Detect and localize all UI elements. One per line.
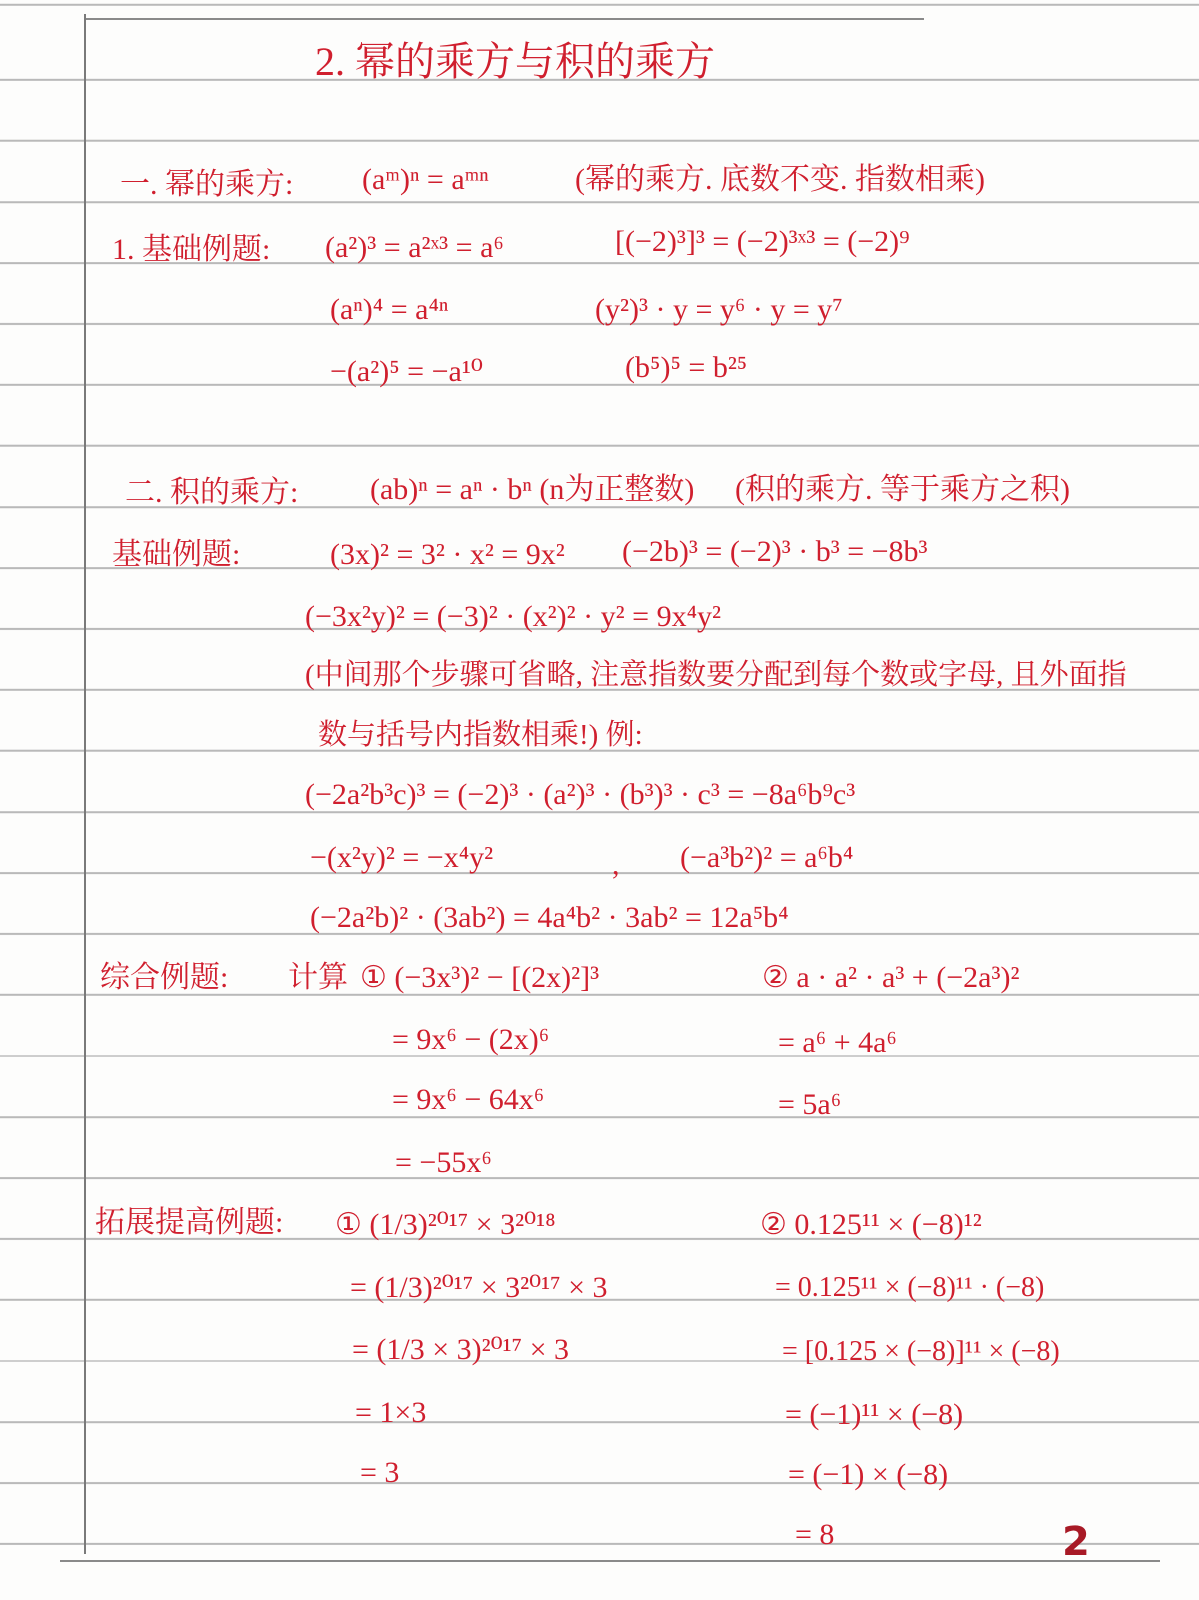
- section1-example-5: −(a²)⁵ = −a¹⁰: [330, 355, 483, 388]
- section2-more-example-4: (−2a²b)² · (3ab²) = 4a⁴b² · 3ab² = 12a⁵b⁴: [310, 901, 789, 934]
- extended-p1-line1: ① (1/3)²⁰¹⁷ × 3²⁰¹⁸: [335, 1208, 556, 1241]
- top-rule: [84, 18, 924, 20]
- section2-more-example-2: −(x²y)² = −x⁴y²: [310, 841, 494, 874]
- section2-example-3: (−3x²y)² = (−3)² · (x²)² · y² = 9x⁴y²: [305, 600, 722, 633]
- page-number: 2: [1062, 1519, 1090, 1565]
- extended-label: 拓展提高例题:: [95, 1206, 284, 1239]
- comprehensive-calc: 计算: [288, 961, 348, 994]
- section1-example-2: [(−2)³]³ = (−2)³ˣ³ = (−2)⁹: [615, 225, 910, 258]
- section2-more-example-separator: ,: [612, 848, 620, 881]
- section2-example-2: (−2b)³ = (−2)³ · b³ = −8b³: [622, 535, 928, 568]
- extended-p1-line3: = (1/3 × 3)²⁰¹⁷ × 3: [352, 1333, 570, 1366]
- extended-p2-line4: = (−1)¹¹ × (−8): [785, 1398, 964, 1431]
- comprehensive-p1-line4: = −55x⁶: [395, 1146, 492, 1179]
- comprehensive-p2-line2: = a⁶ + 4a⁶: [778, 1026, 897, 1059]
- section1-examples-label: 1. 基础例题:: [112, 233, 271, 266]
- section2-example-1: (3x)² = 3² · x² = 9x²: [330, 538, 565, 571]
- section2-tip-line1: (中间那个步骤可省略, 注意指数要分配到每个数或字母, 且外面指: [305, 659, 1127, 691]
- bottom-rule: [60, 1560, 1160, 1562]
- section2-tip-line2: 数与括号内指数相乘!) 例:: [318, 719, 643, 751]
- extended-p1-line4: = 1×3: [355, 1396, 427, 1429]
- extended-p1-line2: = (1/3)²⁰¹⁷ × 3²⁰¹⁷ × 3: [350, 1271, 608, 1304]
- extended-p2-line5: = (−1) × (−8): [788, 1458, 949, 1491]
- extended-p2-line2: = 0.125¹¹ × (−8)¹¹ · (−8): [775, 1272, 1045, 1303]
- section2-heading: 二. 积的乘方:: [125, 476, 299, 509]
- comprehensive-p1-line1: ① (−3x³)² − [(2x)²]³: [360, 961, 600, 994]
- section1-example-4: (y²)³ · y = y⁶ · y = y⁷: [595, 293, 843, 326]
- comprehensive-label: 综合例题:: [100, 961, 229, 994]
- section1-note: (幂的乘方. 底数不变. 指数相乘): [575, 163, 985, 196]
- margin-line: [84, 14, 86, 1554]
- extended-p2-line6: = 8: [795, 1518, 835, 1551]
- comprehensive-p1-line2: = 9x⁶ − (2x)⁶: [392, 1023, 550, 1056]
- extended-p2-line1: ② 0.125¹¹ × (−8)¹²: [760, 1208, 982, 1241]
- section2-more-example-3: (−a³b²)² = a⁶b⁴: [680, 841, 854, 874]
- page-title: 2. 幂的乘方与积的乘方: [315, 39, 715, 84]
- section2-note: (积的乘方. 等于乘方之积): [735, 473, 1070, 506]
- section1-formula: (aᵐ)ⁿ = aᵐⁿ: [362, 163, 489, 196]
- extended-p1-line5: = 3: [360, 1456, 400, 1489]
- comprehensive-p2-line1: ② a · a² · a³ + (−2a³)²: [762, 961, 1020, 994]
- section1-example-6: (b⁵)⁵ = b²⁵: [625, 351, 748, 384]
- section2-examples-label: 基础例题:: [112, 538, 241, 571]
- section1-example-3: (aⁿ)⁴ = a⁴ⁿ: [330, 293, 449, 326]
- section2-formula: (ab)ⁿ = aⁿ · bⁿ (n为正整数): [370, 473, 695, 506]
- comprehensive-p1-line3: = 9x⁶ − 64x⁶: [392, 1083, 545, 1116]
- section1-example-1: (a²)³ = a²ˣ³ = a⁶: [325, 231, 504, 264]
- extended-p2-line3: = [0.125 × (−8)]¹¹ × (−8): [782, 1336, 1060, 1367]
- section1-heading: 一. 幂的乘方:: [120, 168, 294, 201]
- comprehensive-p2-line3: = 5a⁶: [778, 1088, 842, 1121]
- section2-more-example-1: (−2a²b³c)³ = (−2)³ · (a²)³ · (b³)³ · c³ = −8a⁶b⁹c³: [305, 778, 856, 811]
